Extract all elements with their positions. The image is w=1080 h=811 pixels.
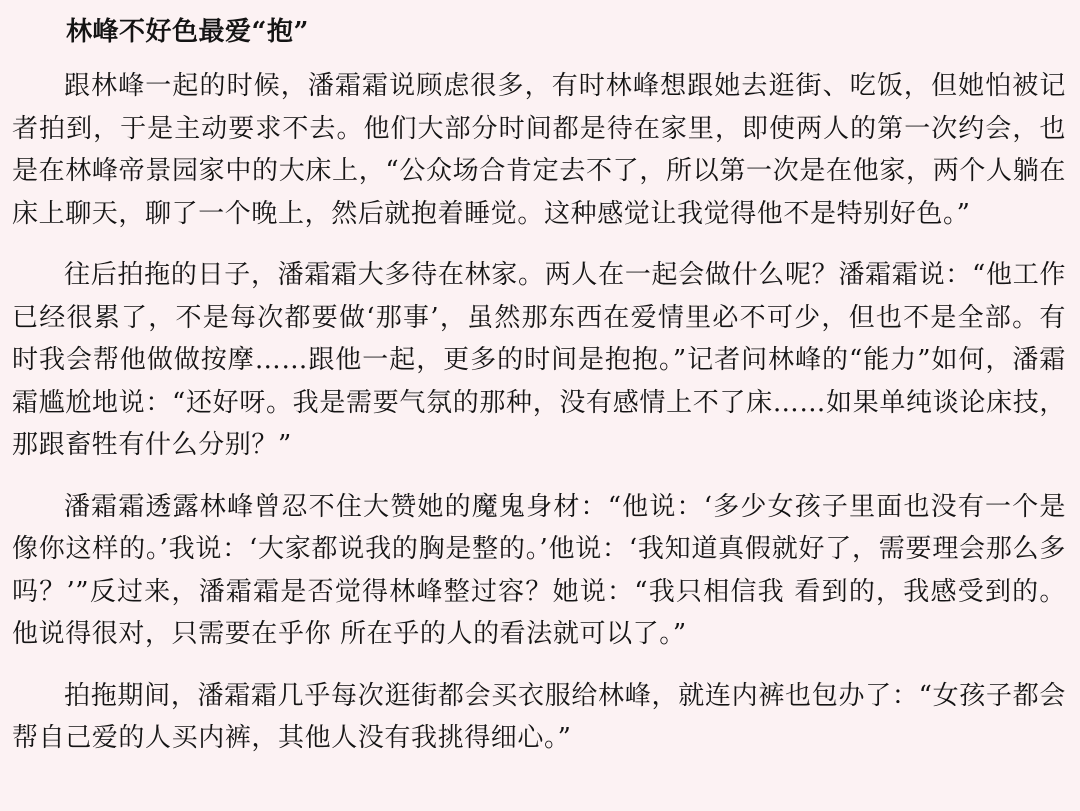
paragraph-2: 往后拍拖的日子，潘霜霜大多待在林家。两人在一起会做什么呢？潘霜霜说：“他工作已经很累了，不是每次都要做‘那事’，虽然那东西在爱情里必不可少，但也不是全部。有时我会帮他做做按摩……跟他一起，更多的时间是抱抱。”记者问林峰的“能力”如何，潘霜霜尴尬地说：“还好呀。我是需要气氛的那种，没有感情上不了床……如果单纯谈论床技，那跟畜牲有什么分别？” bbox=[12, 260, 1066, 460]
paragraph-4: 拍拖期间，潘霜霜几乎每次逛街都会买衣服给林峰，就连内裤也包办了：“女孩子都会帮自己爱的人买内裤，其他人没有我挑得细心。” bbox=[12, 680, 1066, 753]
article-heading: 林峰不好色最爱“抱” bbox=[66, 17, 309, 47]
paragraph-3: 潘霜霜透露林峰曾忍不住大赞她的魔鬼身材：“他说：‘多少女孩子里面也没有一个是像你这样的。’我说：‘大家都说我的胸是整的。’他说：‘我知道真假就好了，需要理会那么多吗？’”反过来，潘霜霜是否觉得林峰整过容？她说：“我只相信我 看到的，我感受到的。他说得很对，只需要在乎你 所在乎的人的看法就可以了。” bbox=[12, 491, 1066, 649]
paragraph-1: 跟林峰一起的时候，潘霜霜说顾虑很多，有时林峰想跟她去逛街、吃饭，但她怕被记者拍到，于是主动要求不去。他们大部分时间都是待在家里，即使两人的第一次约会，也是在林峰帝景园家中的大床上，“公众场合肯定去不了，所以第一次是在他家，两个人躺在床上聊天，聊了一个晚上，然后就抱着睡觉。这种感觉让我觉得他不是特别好色。” bbox=[12, 71, 1066, 229]
